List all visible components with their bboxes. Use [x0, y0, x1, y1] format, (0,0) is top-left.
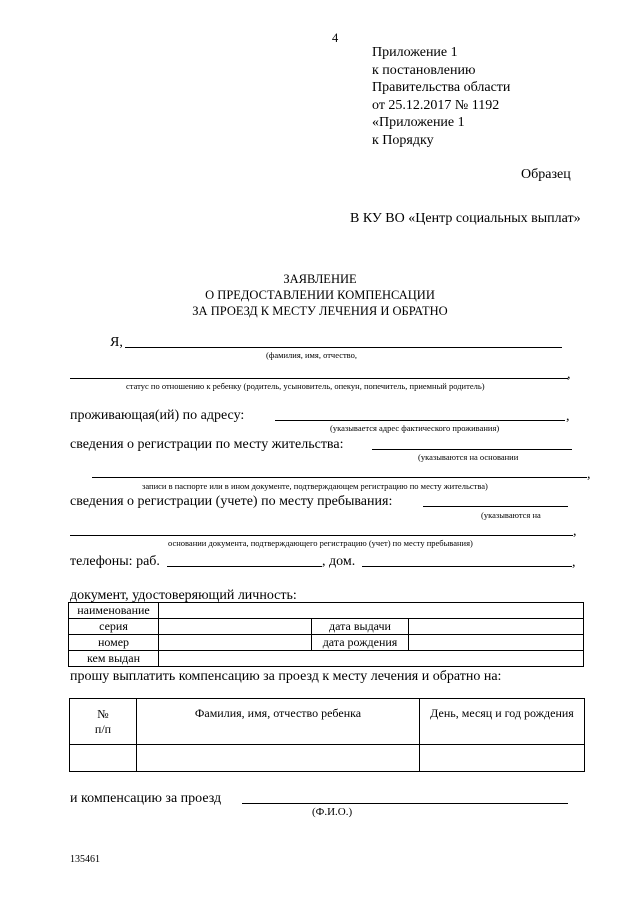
- registration-hint-2: записи в паспорте или в ином документе, подтверждающем регистрацию по месту жительства): [142, 481, 488, 491]
- id-birth-date-label: дата рождения: [312, 635, 409, 651]
- comma: ,: [587, 467, 591, 482]
- appendix-line-6: к Порядку: [372, 132, 434, 148]
- id-document-table: [68, 602, 584, 667]
- id-issued-by-value[interactable]: [159, 651, 584, 667]
- id-issue-date-label: дата выдачи: [312, 619, 409, 635]
- registration-field-2[interactable]: [92, 477, 587, 478]
- id-issued-by-label: кем выдан: [69, 651, 159, 667]
- stay-hint-2: основании документа, подтверждающего регистрацию (учет) по месту пребывания): [168, 538, 473, 548]
- phone-home-label: , дом.: [322, 554, 356, 569]
- col-birth-date-header: День, месяц и год рождения: [420, 699, 585, 745]
- footer-code: 135461: [70, 854, 100, 865]
- applicant-status-field[interactable]: [70, 378, 568, 379]
- request-text: прошу выплатить компенсацию за проезд к месту лечения и обратно на:: [70, 669, 502, 684]
- id-number-label: номер: [69, 635, 159, 651]
- appendix-line-4: от 25.12.2017 № 1192: [372, 97, 500, 113]
- page-number: 4: [332, 31, 339, 45]
- applicant-name-field[interactable]: [125, 347, 562, 348]
- id-name-label: наименование: [69, 603, 159, 619]
- phone-work-label: телефоны: раб.: [70, 554, 160, 569]
- title-line-1: ЗАЯВЛЕНИЕ: [283, 272, 357, 286]
- id-number-value[interactable]: [159, 635, 312, 651]
- id-series-label: серия: [69, 619, 159, 635]
- stay-field-1[interactable]: [423, 506, 568, 507]
- child-number-cell[interactable]: [70, 745, 137, 772]
- address-field[interactable]: [275, 420, 565, 421]
- compensation-label: и компенсацию за проезд: [70, 791, 222, 806]
- registration-hint-1: (указываются на основании: [418, 452, 519, 462]
- stay-hint-1: (указываются на: [481, 510, 541, 520]
- address-hint: (указывается адрес фактического проживания): [330, 423, 500, 433]
- registration-field-1[interactable]: [372, 449, 572, 450]
- child-birth-date-cell[interactable]: [420, 745, 585, 772]
- address-label: проживающая(ий) по адресу:: [70, 408, 245, 423]
- col-child-name-header: Фамилия, имя, отчество ребенка: [137, 699, 420, 745]
- child-name-cell[interactable]: [137, 745, 420, 772]
- phone-home-field[interactable]: [362, 566, 572, 567]
- applicant-status-hint: статус по отношению к ребенку (родитель, усыновитель, опекун, попечитель, приемный родитель): [126, 381, 485, 391]
- children-table: [69, 698, 585, 772]
- appendix-line-5: «Приложение 1: [372, 115, 465, 130]
- id-series-value[interactable]: [159, 619, 312, 635]
- title-line-3: ЗА ПРОЕЗД К МЕСТУ ЛЕЧЕНИЯ И ОБРАТНО: [192, 304, 448, 318]
- id-birth-date-value[interactable]: [409, 635, 584, 651]
- applicant-prefix: Я,: [110, 335, 123, 350]
- applicant-name-hint: (фамилия, имя, отчество,: [266, 350, 358, 360]
- comma: ,: [572, 555, 576, 570]
- comma: ,: [566, 409, 570, 424]
- id-issue-date-value[interactable]: [409, 619, 584, 635]
- appendix-line-3: Правительства области: [372, 80, 511, 95]
- phone-work-field[interactable]: [167, 566, 322, 567]
- registration-label: сведения о регистрации по месту жительства:: [70, 437, 344, 452]
- comma: ,: [567, 367, 571, 382]
- appendix-line-1: Приложение 1: [372, 45, 458, 60]
- col-number-header: № п/п: [70, 699, 137, 745]
- document-title: [0, 271, 640, 319]
- stay-field-2[interactable]: [70, 535, 573, 536]
- comma: ,: [573, 524, 577, 539]
- appendix-line-2: к постановлению: [372, 62, 476, 78]
- addressee: В КУ ВО «Центр социальных выплат»: [350, 211, 581, 226]
- appendix-header: [372, 44, 510, 149]
- stay-label: сведения о регистрации (учете) по месту пребывания:: [70, 494, 393, 509]
- id-document-label: документ, удостоверяющий личность:: [70, 588, 297, 603]
- id-name-value[interactable]: [159, 603, 584, 619]
- title-line-2: О ПРЕДОСТАВЛЕНИИ КОМПЕНСАЦИИ: [205, 288, 435, 302]
- compensation-hint: (Ф.И.О.): [312, 806, 353, 818]
- sample-label: Образец: [521, 167, 571, 182]
- compensation-name-field[interactable]: [242, 803, 568, 804]
